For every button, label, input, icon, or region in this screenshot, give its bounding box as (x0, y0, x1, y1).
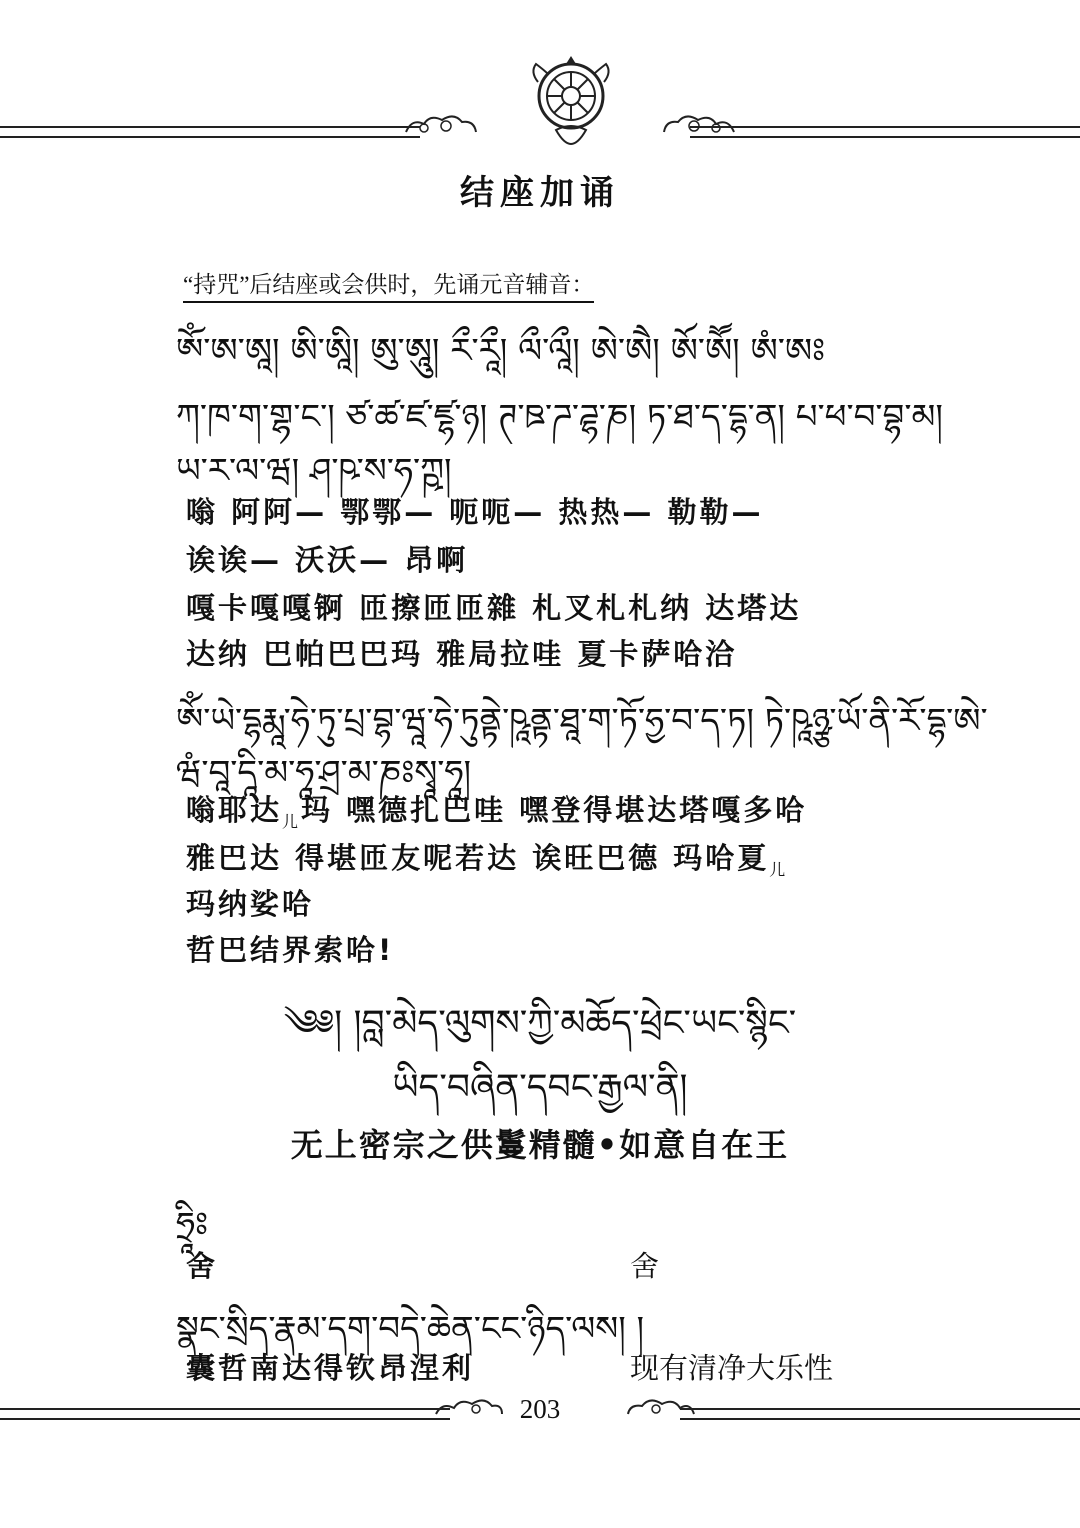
cloud-ornament-right-icon (660, 112, 738, 138)
header-rule-right (690, 126, 1080, 138)
page-number: 203 (519, 1394, 561, 1424)
chinese-mantra-line-3: 玛纳娑哈 (186, 887, 315, 921)
tibetan-consonants-line-1: ཀ་ཁ་ག་གྷ་ང་། ཙ་ཚ་ཛ་ཛྷ་ཉ། ཊ་ཋ་ཌ་ཌྷ་ཎ། ཏ་ཐ་ད་དྷ་ན། པ་ཕ་བ་བྷ་མ། (176, 397, 943, 437)
verse-line-translit: 囊哲南达得钦昂涅利 (186, 1351, 475, 1385)
page-title: 结座加诵 (460, 173, 620, 213)
tibetan-mantra-line-1: ཨོཾ་ཡེ་དྷརྨཱ་ཧེ་ཏུ་པྲ་བྷ་ཝཱ་ཧེ་ཏུནྟེ་ཥཱནྟ་ཐཱ་ག་ཏོ་ཧྱ་བ་ད་ཏ། ཏེ་ཥཱཉྩ་ཡོ་ནི་རོ་དྷ་ཨེ་ (176, 701, 988, 741)
intro-instruction: “持咒”后结座或会供时，先诵元音辅音： (183, 266, 594, 303)
chinese-vowels-line-1: 嗡 阿阿— 鄂鄂— 呃呃— 热热— 勒勒— (186, 495, 764, 529)
chinese-mantra-line-1: 嗡耶达$_儿$玛 嘿德扎巴哇 嘿登得堪达塔嘎多哈 (186, 793, 808, 831)
chinese-mantra-line-4: 哲巴结界索哈! (186, 933, 395, 967)
chinese-consonants-line-2: 达纳 巴帕巴巴玛 雅局拉哇 夏卡萨哈洽 (186, 637, 738, 671)
tibetan-vowels-line-1: ཨོཾ་ཨ་ཨཱ། ཨི་ཨཱི། ཨུ་ཨཱུ། རྀ་རཱྀ། ལྀ་ལཱྀ། ཨེ་ཨཻ། ཨོ་ཨཽ། ཨཾ་ཨཿ (176, 331, 826, 371)
section-tibetan-title-line-1: ༄༅། །བླ་མེད་ལུགས་ཀྱི་མཆོད་ཕྲེང་ཡང་སྙིང་ (283, 1003, 797, 1044)
verse-line-translation: 现有清净大乐性 (630, 1351, 834, 1385)
chinese-consonants-line-1: 嘎卡嘎嘎锕 匝擦匝匝雜 札叉札札纳 达塔达 (186, 591, 802, 625)
section-tibetan-title-line-2: ཡིད་བཞིན་དབང་རྒྱལ་ནི། (392, 1067, 688, 1108)
dharma-wheel-icon (528, 52, 614, 148)
cloud-ornament-left-icon (402, 112, 480, 138)
tibetan-mantra-line-2: ཝཾ་བཱ་དཱི་མ་ཧཱ་ཤྲ་མ་ཎཿསྭཱ་ཧཱ། (176, 753, 472, 793)
seed-syllable-translation: 舍 (630, 1249, 660, 1283)
section-chinese-title: 无上密宗之供鬘精髓•如意自在王 (290, 1126, 790, 1164)
seed-syllable-tibetan: ཧྲཱིཿ (176, 1205, 209, 1245)
chinese-vowels-line-2: 诶诶— 沃沃— 昂啊 (186, 543, 469, 577)
verse-line-tibetan: སྣང་སྲིད་རྣམ་དག་བདེ་ཆེན་ངང་ཉིད་ལས། ། (176, 1309, 645, 1349)
tibetan-consonants-line-2: ཡ་ར་ལ་ཝ། ཤ་ཥ་ས་ཧ་ཀྵ། (176, 451, 452, 491)
header-rule-left (0, 126, 420, 138)
chinese-mantra-line-2: 雅巴达 得堪匝友呢若达 诶旺巴德 玛哈夏$_儿$ (186, 841, 789, 879)
seed-syllable-translit: 舍 (186, 1249, 219, 1283)
